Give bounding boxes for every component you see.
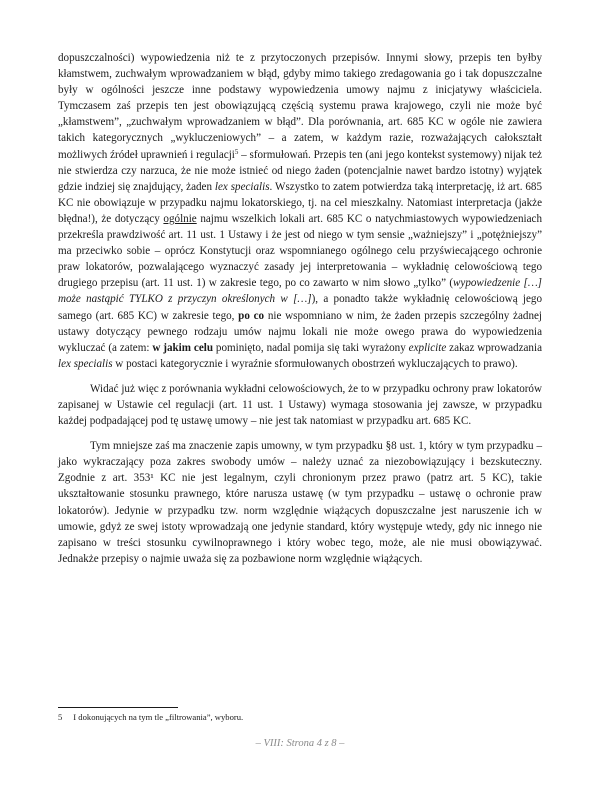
- document-body: [58, 50, 542, 576]
- text-run: ogólnie: [163, 212, 197, 225]
- footnote-text: I dokonujących na tym tle „filtrowania”, wyboru.: [73, 712, 244, 722]
- text-run: ), a ponadto także wykładnię celowościową jego samego (art. 685 KC) w zakresie tego,: [58, 293, 543, 322]
- text-run: w postaci kategorycznie i wyraźnie sformułowanych obostrzeń wykluczających to prawo).: [112, 357, 518, 370]
- footnote-separator: [58, 707, 178, 708]
- text-run: w jakim celu: [152, 341, 214, 354]
- text-run: zakaz wprowadzania: [446, 341, 542, 354]
- text-run: nie wspomniano w nim, że żaden przepis szczególny żadnej ustawy dotyczący pewnego rodzaju umów najmu lokali nie może owego prawa do wypowiedzenia wykluczać (a zatem:: [58, 309, 542, 354]
- text-run: . Wszystko to zatem potwierdza taką interpretację, iż art. 685 KC nie obowiązuje w przypadku najmu lokatorskiego, tj. na cel mieszkalny. Natomiast interpretacja (jakże błędna!), że dotyczący: [58, 180, 542, 225]
- paragraph-1: [58, 50, 542, 372]
- text-run: pominięto, nadal pomija się taki wyrażony: [213, 341, 409, 354]
- text-run: Widać już więc z porównania wykładni celowościowych, że to w przypadku ochrony praw lokatorów zapisanej w Ustawie cel regulacji (art. 11 ust. 1 Ustawy) wymaga stosowania jej zawsze, w przypadku każdej podpadającej pod tę ustawę umowy – nie jest tak natomiast w przypadku art. 685 KC.: [58, 382, 542, 428]
- page-footer: – VIII: Strona 4 z 8 –: [255, 738, 345, 749]
- text-run: wypowiedzenie […] może nastąpić TYLKO z przyczyn określonych w […]: [58, 277, 543, 306]
- text-run: lex specialis: [58, 357, 113, 370]
- paragraph-2: [58, 381, 542, 429]
- text-run: lex specialis: [214, 180, 270, 193]
- footnote-number: 5: [58, 712, 63, 722]
- text-run: najmu wszelkich lokali art. 685 KC o natychmiastowych wypowiedzeniach przekreśla prawdziwość art. 11 ust. 1 Ustawy i że jest od niego w tym sensie „ważniejszy” i „potężniejszy” ma przeciwko sobie – oprócz Konstytucji oraz wspomnianego ogólnego celu przyświecającego ochronie praw lokatorów, pozwalającego wyznaczyć zasady jej interpretowania – wykładnię celowościową tego drugiego przepisu (art. 11 ust. 1) w zakresie tego, po co zawarto w nim słowo „tylko” (: [58, 212, 542, 290]
- text-run: po co: [238, 309, 265, 322]
- text-run: – sformułowań. Przepis ten (ani jego kontekst systemowy) nijak też nie stwierdza czy narzuca, że nie może istnieć od niego żaden (potencjalnie nawet bardzo istotny) wyjątek gdzie indziej się znajdujący, żaden: [58, 148, 542, 193]
- text-run: dopuszczalności) wypowiedzenia niż te z przytoczonych przepisów. Innymi słowy, przepis ten byłby kłamstwem, zuchwałym wprowadzaniem w błąd, gdyby mimo takiego zredagowania go i tak dopuszczalne były w ogólności jeszcze inne podstawy wypowiedzenia umowy najmu z inicjatywy właściciela. Tymczasem zaś przepis ten jest obowiązującą częścią systemu prawa krajowego, czyli nie może być „kłamstwem”, „zuchwałym wprowadzaniem w błąd”. Dla porównania, art. 685 KC w ogóle nie zawiera takich kategorycznych „wykluczeniowych” – a zatem, w każdym razie, rozważających całokształt możliwych źródeł uprawnień i regulacji: [58, 52, 542, 161]
- footnote-reference: 5: [234, 147, 239, 156]
- paragraph-3: [58, 438, 542, 567]
- footnote: [58, 712, 542, 722]
- text-run: explicite: [408, 341, 447, 354]
- text-run: Tym mniejsze zaś ma znaczenie zapis umowny, w tym przypadku §8 ust. 1, który w tym przypadku – jako wykraczający poza zakres swobody umów – należy uznać za niezobowiązujący i bezskuteczny. Zgodnie z art. 353¹ KC nie jest legalnym, czyli chronionym przez prawo (patrz art. 5 KC), takie ukształtowanie stosunku prawnego, które narusza ustawę (w tym przypadku – ustawę o ochronie praw lokatorów). Jedynie w przypadku tzw. norm względnie wiążących dopuszczalne jest naruszenie ich w umowie, gdyż ze swej istoty wprowadzają one jedynie standard, który występuje wtedy, gdy nic innego nie zapisano w treści stosunku cywilnoprawnego i który wobec tego, może, ale nie musi obowiązywać. Jednakże przepisy o najmie uważa się za pozbawione norm względnie wiążących.: [58, 440, 542, 565]
